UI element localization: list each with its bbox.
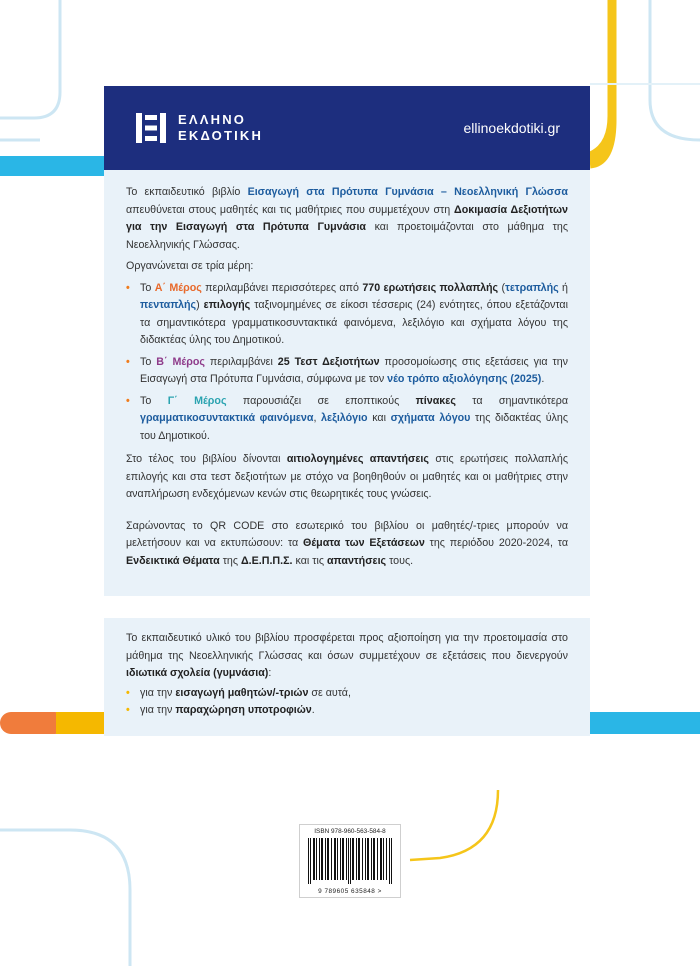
text: τα σημαντικότερα bbox=[455, 394, 568, 407]
offer-list bbox=[126, 685, 568, 720]
text: για την bbox=[140, 704, 176, 716]
text: Το εκπαιδευτικό βιβλίο bbox=[126, 186, 248, 198]
publisher-logo bbox=[134, 111, 263, 145]
highlight: παραχώρηση υποτροφιών bbox=[175, 704, 312, 716]
parts-intro: Οργανώνεται σε τρία μέρη: bbox=[126, 260, 254, 272]
publisher-website: ellinoekdotiki.gr bbox=[463, 120, 560, 136]
offer-item bbox=[126, 702, 568, 720]
highlight: αιτιολογημένες απαντήσεις bbox=[286, 453, 429, 465]
text: της περιόδου 2020-2024, τα bbox=[424, 537, 569, 549]
barcode-bars bbox=[308, 838, 392, 884]
highlight: εισαγωγή μαθητών/-τριών bbox=[175, 686, 309, 699]
text: προσομοίωσης στις εξετάσεις για την Εισαγωγή στα Πρότυπα Γυμνάσια, σύμφωνα με τον bbox=[140, 355, 568, 385]
part-c-item bbox=[126, 393, 568, 446]
text: ταξινομημένες σε είκοσι τέσσερις (24) ενότητες, όπου εξετάζονται τα σημαντικότερα γραμματικοσυντακτικά φαινόμενα, λεξιλόγιο και σχήματα λόγου της διδακτέας ύλης του Δημοτικού. bbox=[140, 299, 568, 346]
highlight: ιδιωτικά σχολεία (γυμνάσια) bbox=[126, 667, 269, 679]
answers-paragraph bbox=[126, 451, 568, 504]
text: περιλαμβάνει bbox=[204, 355, 278, 368]
part-c-name: Γ΄ Μέρος bbox=[167, 394, 227, 407]
back-cover-panel bbox=[104, 86, 590, 736]
offer-section bbox=[104, 618, 590, 736]
highlight: πίνακες bbox=[415, 394, 456, 407]
part-a-item bbox=[126, 280, 568, 350]
publisher-header bbox=[104, 86, 590, 170]
isbn-barcode bbox=[299, 824, 401, 898]
highlight: 770 ερωτήσεις πολλαπλής bbox=[362, 281, 499, 294]
text: Το bbox=[140, 281, 155, 294]
part-a-name: Α΄ Μέρος bbox=[154, 281, 202, 294]
text: : bbox=[268, 667, 272, 679]
isbn-number: ISBN 978-960-563-584-8 bbox=[314, 828, 386, 835]
highlight: Δ.Ε.Π.Π.Σ. bbox=[241, 554, 293, 567]
barcode-digits: 9 789605 635848 > bbox=[318, 888, 382, 895]
description-section bbox=[104, 170, 590, 596]
text: Σαρώνοντας το QR CODE στο εσωτερικό του βιβλίου οι μαθητές/-τριες μπορούν να μελετήσουν και να εκτυπώσουν: τα bbox=[126, 519, 568, 549]
logo-line-1: ΕΛΛΗΝΟ bbox=[178, 112, 247, 127]
part-b-item bbox=[126, 354, 568, 389]
text: περιλαμβάνει περισσότερες από bbox=[201, 281, 363, 294]
text: ) bbox=[196, 299, 204, 311]
text: Το bbox=[140, 394, 168, 407]
text: . bbox=[311, 704, 315, 716]
highlight: επιλογής bbox=[203, 299, 251, 311]
highlight: σχήματα λόγου bbox=[390, 412, 471, 424]
text: Το bbox=[140, 355, 157, 368]
text: και τις bbox=[292, 554, 327, 567]
text: της διδακτέας ύλης του Δημοτικού. bbox=[140, 412, 568, 442]
text: τους. bbox=[386, 554, 414, 567]
text: σε αυτά, bbox=[308, 686, 351, 699]
text: στις ερωτήσεις πολλαπλής επιλογής και στα τεστ δεξιοτήτων με στόχο να βοηθηθούν οι μαθητές και οι μαθήτριες στην αναπλήρωση ενδεχόμενων κενών στις θεωρητικές τους γνώσεις. bbox=[126, 453, 568, 500]
text: και προετοιμάζονται στο μάθημα της Νεοελληνικής Γλώσσας. bbox=[126, 221, 568, 251]
text: Το εκπαιδευτικό υλικό του βιβλίου προσφέρεται προς αξιοποίηση για την προετοιμασία στο μάθημα της Νεοελληνικής Γλώσσας και όσων συμμετέχουν σε εξετάσεις που διενεργούν bbox=[126, 632, 568, 662]
part-b-name: Β΄ Μέρος bbox=[156, 355, 205, 368]
parts-list bbox=[126, 280, 568, 446]
text: Στο τέλος του βιβλίου δίνονται bbox=[126, 453, 287, 465]
text: ( bbox=[498, 281, 506, 294]
text: της bbox=[219, 554, 241, 567]
text: απευθύνεται στους μαθητές και τις μαθήτριες που συμμετέχουν στη bbox=[126, 203, 455, 216]
text: ή bbox=[558, 281, 569, 294]
offer-item bbox=[126, 685, 568, 703]
highlight: νέο τρόπο αξιολόγησης (2025) bbox=[387, 373, 542, 385]
text: , bbox=[313, 412, 322, 424]
highlight: λεξιλόγιο bbox=[321, 412, 368, 424]
book-title: Εισαγωγή στα Πρότυπα Γυμνάσια – Νεοελληνική Γλώσσα bbox=[247, 186, 569, 198]
logo-line-2: ΕΚΔΟΤΙΚΗ bbox=[178, 128, 264, 143]
text: για την bbox=[140, 686, 176, 699]
highlight: απαντήσεις bbox=[326, 554, 387, 567]
highlight: Ενδεικτικά Θέματα bbox=[126, 554, 220, 567]
text: . bbox=[541, 373, 545, 385]
highlight: 25 Τεστ Δεξιοτήτων bbox=[277, 355, 380, 368]
offer-paragraph bbox=[126, 630, 568, 683]
highlight: τετραπλής bbox=[505, 281, 559, 294]
text: και bbox=[367, 412, 391, 424]
exam-name: Δοκιμασία Δεξιοτήτων για την Εισαγωγή στα Πρότυπα Γυμνάσια bbox=[126, 203, 568, 233]
text: παρουσιάζει σε εποπτικούς bbox=[226, 394, 416, 407]
highlight: Θέματα των Εξετάσεων bbox=[303, 537, 425, 549]
highlight: πενταπλής bbox=[140, 299, 197, 311]
qr-paragraph bbox=[126, 518, 568, 571]
highlight: γραμματικοσυντακτικά φαινόμενα bbox=[140, 412, 314, 424]
intro-paragraph bbox=[126, 184, 568, 254]
ellino-logo-icon bbox=[134, 111, 168, 145]
